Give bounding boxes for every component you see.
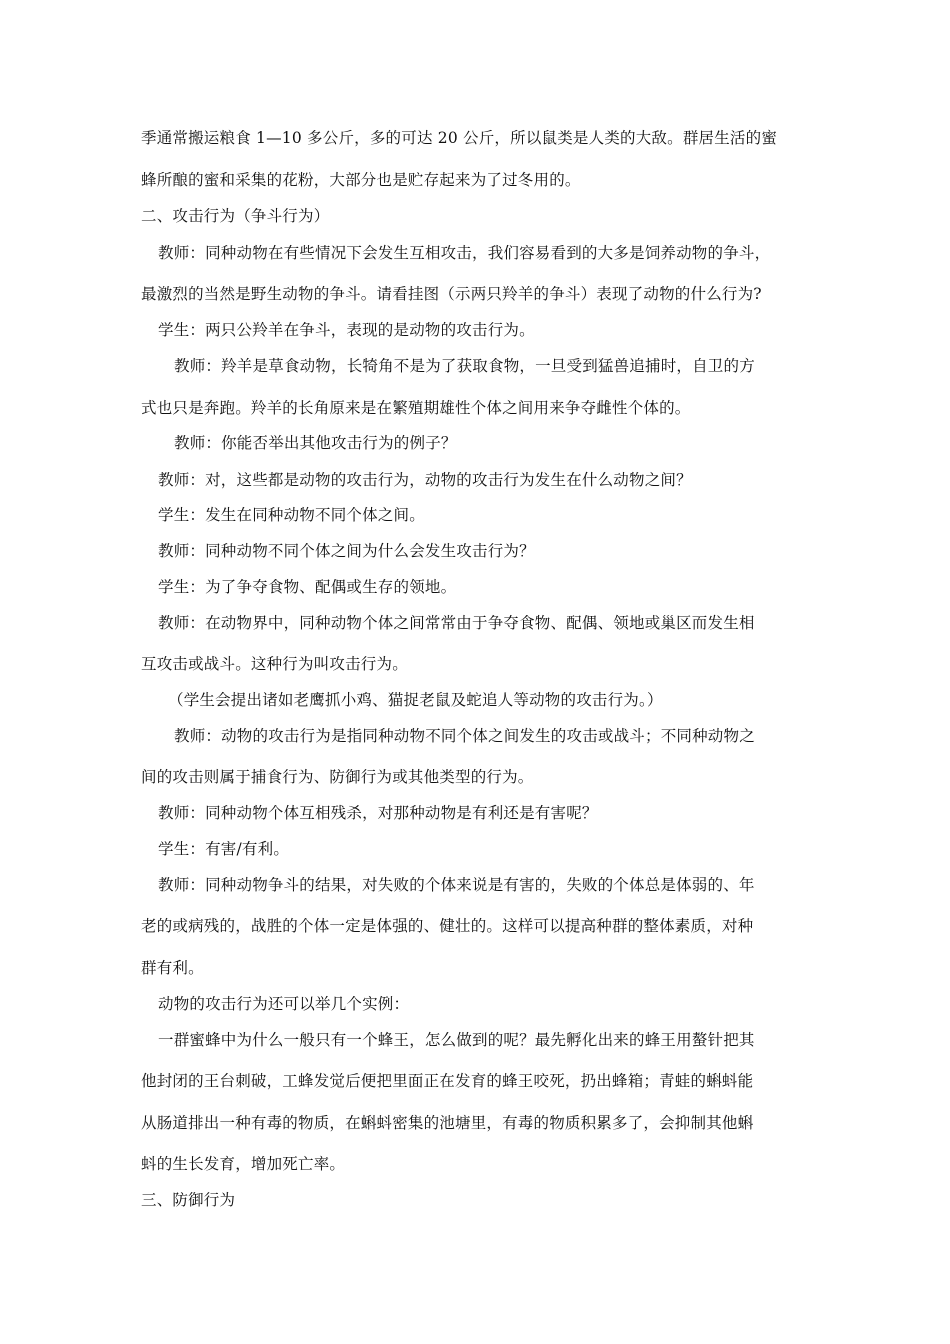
text-line: 动物的攻击行为还可以举几个实例： [158,995,410,1013]
text-line: 式也只是奔跑。羚羊的长角原来是在繁殖期雄性个体之间用来争夺雌性个体的。 [141,399,691,417]
text-line: 间的攻击则属于捕食行为、防御行为或其他类型的行为。 [141,768,534,786]
text-line: 教师：对，这些都是动物的攻击行为，动物的攻击行为发生在什么动物之间？ [158,471,692,489]
text-line: 最激烈的当然是野生动物的争斗。请看挂图（示两只羚羊的争斗）表现了动物的什么行为? [141,285,762,303]
text-line: 老的或病残的，战胜的个体一定是体强的、健壮的。这样可以提高种群的整体素质，对种 [141,917,754,935]
text-line: 从肠道排出一种有毒的物质，在蝌蚪密集的池塘里，有毒的物质积累多了，会抑制其他蝌 [141,1114,754,1132]
text-line: （学生会提出诸如老鹰抓小鸡、猫捉老鼠及蛇追人等动物的攻击行为。） [168,691,663,709]
text-line: 季通常搬运粮食 1—10 多公斤，多的可达 20 公斤，所以鼠类是人类的大敌。群居生活的蜜 [141,129,778,147]
section-heading-defense: 三、防御行为 [141,1191,236,1209]
text-line: 教师：同种动物争斗的结果，对失败的个体来说是有害的，失败的个体总是体弱的、年 [158,876,755,894]
text-line: 学生：发生在同种动物不同个体之间。 [158,506,425,524]
text-line: 群有利。 [141,959,204,977]
text-line: 教师：在动物界中，同种动物个体之间常常由于争夺食物、配偶、领地或巢区而发生相 [158,614,755,632]
text-line: 互攻击或战斗。这种行为叫攻击行为。 [141,655,408,673]
text-line: 一群蜜蜂中为什么一般只有一个蜂王，怎么做到的呢？最先孵化出来的蜂王用螯针把其 [158,1031,755,1049]
text-line: 教师：羚羊是草食动物，长犄角不是为了获取食物，一旦受到猛兽追捕时，自卫的方 [174,357,755,375]
text-line: 教师：同种动物在有些情况下会发生互相攻击，我们容易看到的大多是饲养动物的争斗， [158,244,771,262]
text-line: 蚪的生长发育，增加死亡率。 [141,1155,346,1173]
text-line: 教师：你能否举出其他攻击行为的例子？ [174,434,457,452]
text-line: 他封闭的王台刺破，工蜂发觉后便把里面正在发育的蜂王咬死，扔出蜂箱；青蛙的蝌蚪能 [141,1072,754,1090]
text-line: 学生：为了争夺食物、配偶或生存的领地。 [158,578,457,596]
text-line: 学生：两只公羚羊在争斗，表现的是动物的攻击行为。 [158,321,535,339]
text-line: 教师：同种动物个体互相残杀，对那种动物是有利还是有害呢？ [158,804,598,822]
text-line: 教师：同种动物不同个体之间为什么会发生攻击行为？ [158,542,535,560]
text-line: 教师：动物的攻击行为是指同种动物不同个体之间发生的攻击或战斗；不同种动物之 [174,727,755,745]
section-heading-attack: 二、攻击行为（争斗行为） [141,207,330,225]
text-line: 蜂所酿的蜜和采集的花粉，大部分也是贮存起来为了过冬用的。 [141,171,581,189]
text-line: 学生：有害/有利。 [158,840,290,858]
